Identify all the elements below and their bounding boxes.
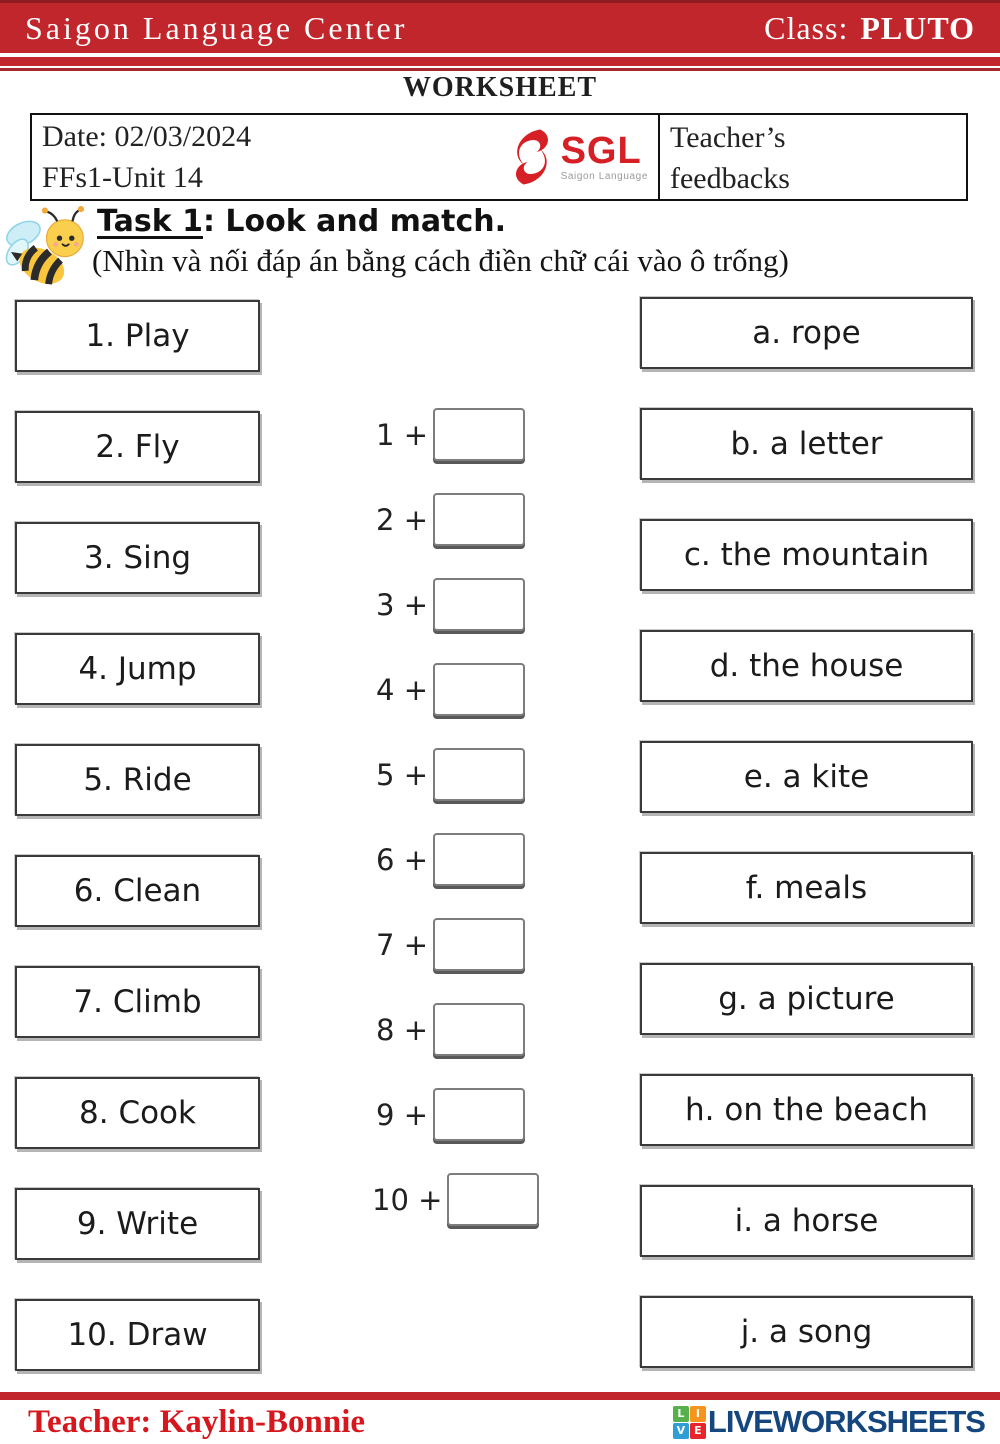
match-left-label: 5. Ride <box>83 762 192 798</box>
match-left-item <box>15 1188 260 1260</box>
answer-input-box[interactable] <box>433 833 525 886</box>
page-title: WORKSHEET <box>402 72 598 103</box>
liveworksheets-icon-letter: E <box>690 1423 706 1439</box>
match-left-item <box>15 633 260 705</box>
match-right-label: c. the mountain <box>683 537 930 573</box>
answer-input-box[interactable] <box>433 1088 525 1141</box>
footer <box>0 1400 1000 1444</box>
match-left-label: 7. Climb <box>73 984 202 1020</box>
class-line <box>764 10 975 47</box>
answer-row <box>372 408 539 461</box>
class-value: PLUTO <box>860 9 975 46</box>
answer-row <box>372 1003 539 1056</box>
info-table <box>30 113 968 201</box>
match-right-item <box>640 1074 973 1146</box>
answer-input-box[interactable] <box>433 578 525 631</box>
task-title <box>97 204 1000 239</box>
match-right-label: a. rope <box>752 315 861 351</box>
match-right-item <box>640 1296 973 1368</box>
match-left-label: 3. Sing <box>83 540 192 576</box>
answer-input-box[interactable] <box>433 408 525 461</box>
teacher-name: Teacher: Kaylin-Bonnie <box>28 1403 366 1440</box>
match-right-item <box>640 741 973 813</box>
answer-number-label: 6 + <box>376 842 428 877</box>
task-heading-block <box>0 204 1000 279</box>
answer-number-label: 9 + <box>376 1097 428 1132</box>
match-left-label: 1. Play <box>85 318 190 354</box>
answer-number-label: 1 + <box>376 417 428 452</box>
task-number-label: Task 1 <box>97 204 203 239</box>
answer-row <box>372 663 539 716</box>
brand-title: Saigon Language Center <box>25 9 408 46</box>
match-right-item <box>640 408 973 480</box>
answer-input-box[interactable] <box>433 1003 525 1056</box>
match-right-item <box>640 519 973 591</box>
match-right-item <box>640 1185 973 1257</box>
answer-row <box>372 1088 539 1141</box>
answer-row <box>372 918 539 971</box>
info-cell-feedback <box>660 115 966 199</box>
answer-row <box>372 1173 539 1226</box>
answer-number-label: 3 + <box>376 587 428 622</box>
info-cell-date <box>32 115 660 199</box>
liveworksheets-icon-letter: I <box>690 1406 706 1422</box>
answer-row <box>372 833 539 886</box>
feedback-line2: feedbacks <box>670 162 790 195</box>
match-left-item <box>15 522 260 594</box>
match-right-label: i. a horse <box>734 1203 879 1239</box>
match-left-label: 10. Draw <box>67 1317 208 1353</box>
match-right-item <box>640 630 973 702</box>
match-right-item <box>640 297 973 369</box>
unit-line: FFs1-Unit 14 <box>42 161 203 194</box>
match-left-label: 9. Write <box>76 1206 199 1242</box>
match-right-label: f. meals <box>745 870 868 906</box>
match-right-label: b. a letter <box>730 426 883 462</box>
match-left-item <box>15 300 260 372</box>
match-left-label: 8. Cook <box>79 1095 196 1131</box>
liveworksheets-icon <box>673 1406 706 1439</box>
match-right-item <box>640 963 973 1035</box>
liveworksheets-wordmark: LIVEWORKSHEETS <box>707 1404 985 1439</box>
answer-number-label: 2 + <box>376 502 428 537</box>
match-left-item <box>15 411 260 483</box>
answer-input-box[interactable] <box>433 918 525 971</box>
date-line: Date: 02/03/2024 <box>42 120 252 153</box>
task-instruction: : Look and match. <box>202 204 507 239</box>
answer-row <box>372 748 539 801</box>
match-left-item <box>15 1077 260 1149</box>
answer-input-box[interactable] <box>447 1173 539 1226</box>
match-right-item <box>640 852 973 924</box>
match-left-item <box>15 1299 260 1371</box>
match-left-item <box>15 855 260 927</box>
match-right-column <box>640 297 973 1407</box>
match-left-item <box>15 744 260 816</box>
liveworksheets-icon-letter: L <box>673 1406 689 1422</box>
answer-number-label: 8 + <box>376 1012 428 1047</box>
answer-input-box[interactable] <box>433 663 525 716</box>
answer-row <box>372 493 539 546</box>
match-right-label: h. on the beach <box>685 1092 928 1128</box>
match-right-label: d. the house <box>709 648 904 684</box>
answer-number-label: 7 + <box>376 927 428 962</box>
header-red-stripe <box>0 57 1000 66</box>
answer-number-label: 4 + <box>376 672 428 707</box>
header-thin-stripe <box>0 68 1000 71</box>
sgl-subtitle: Saigon Language <box>560 171 648 182</box>
match-right-label: j. a song <box>740 1314 873 1350</box>
match-right-label: e. a kite <box>743 759 870 795</box>
match-left-column <box>15 300 260 1410</box>
answer-number-label: 5 + <box>376 757 428 792</box>
sgl-logo <box>507 126 656 188</box>
liveworksheets-icon-letter: V <box>673 1423 689 1439</box>
answer-row <box>372 578 539 631</box>
liveworksheets-logo <box>673 1404 985 1440</box>
header-band <box>0 0 1000 71</box>
answer-input-box[interactable] <box>433 493 525 546</box>
sgl-acronym: SGL <box>560 130 642 172</box>
match-left-item <box>15 966 260 1038</box>
bee-icon <box>2 206 94 298</box>
match-left-label: 4. Jump <box>78 651 197 687</box>
answer-number-label: 10 + <box>372 1182 443 1217</box>
answer-column <box>372 408 539 1258</box>
class-label: Class: <box>764 9 849 46</box>
sgl-logo-text <box>561 132 648 182</box>
answer-input-box[interactable] <box>433 748 525 801</box>
task-subtitle-vietnamese: (Nhìn và nối đáp án bằng cách điền chữ cái vào ô trống) <box>92 243 789 278</box>
match-left-label: 6. Clean <box>73 873 202 909</box>
feedback-line1: Teacher’s <box>670 121 786 154</box>
sgl-swirl-icon <box>507 126 557 188</box>
match-right-label: g. a picture <box>718 981 895 1017</box>
footer-red-bar <box>0 1392 1000 1400</box>
header-main-band <box>0 0 1000 53</box>
match-left-label: 2. Fly <box>95 429 180 465</box>
date-unit-block <box>42 116 251 198</box>
